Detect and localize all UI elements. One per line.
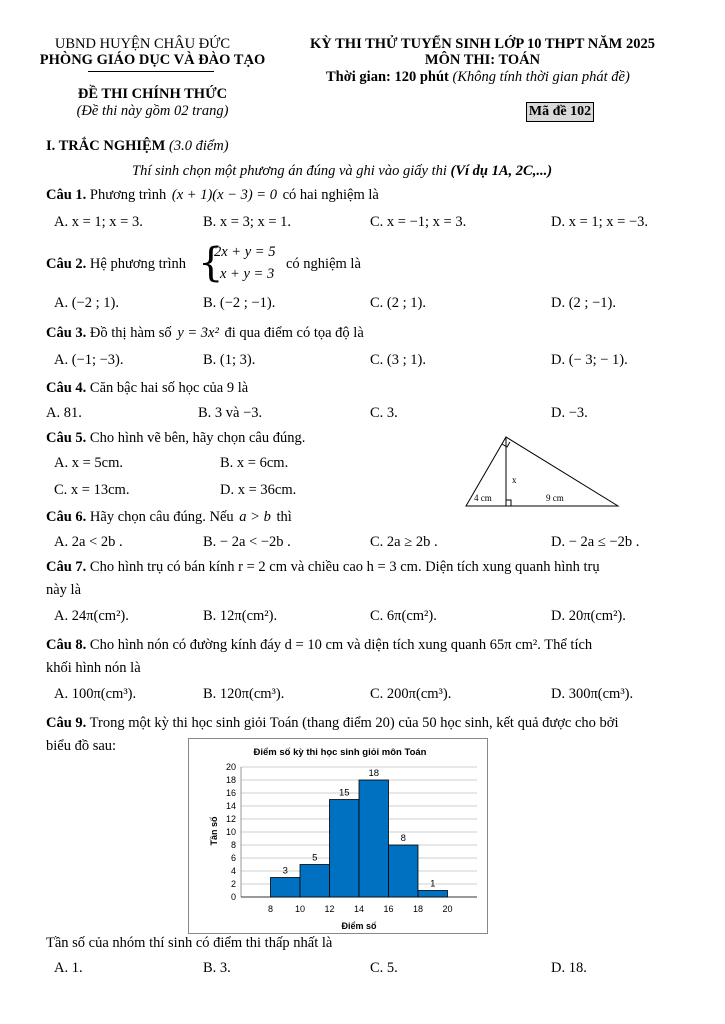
- exam-title: KỲ THI THỬ TUYỂN SINH LỚP 10 THPT NĂM 2025: [310, 36, 655, 52]
- chart-xlabel: Điểm số: [341, 921, 377, 931]
- q8-label: Câu 8.: [46, 637, 87, 653]
- exam-code: Mã đề 102: [526, 102, 594, 122]
- q1-label: Câu 1.: [46, 187, 87, 203]
- fig-label-x: x: [512, 475, 517, 485]
- q7-text-line2: này là: [46, 582, 82, 598]
- fig-label-right: 9 cm: [546, 493, 564, 503]
- exam-time: [326, 69, 630, 86]
- q6-options: [0, 534, 725, 556]
- q6-label: Câu 6.: [46, 509, 87, 525]
- q4-option-a[interactable]: A. 81.: [46, 405, 82, 421]
- instruction-example: (Ví dụ 1A, 2C,...): [450, 163, 553, 179]
- q2-option-d[interactable]: D. (2 ; −1).: [551, 295, 616, 311]
- q5-option-c[interactable]: C. x = 13cm.: [54, 482, 130, 498]
- official-label: ĐỀ THI CHÍNH THỨC: [77, 86, 228, 102]
- q8-options: [0, 686, 725, 708]
- q9-option-c[interactable]: C. 5.: [370, 960, 398, 976]
- question-9: [46, 715, 618, 732]
- q6-formula: a > b: [239, 509, 271, 525]
- q9-label: Câu 9.: [46, 715, 87, 731]
- q1-options: [0, 214, 725, 236]
- y-tick-label: 14: [225, 801, 236, 811]
- q3-options: [0, 352, 725, 374]
- q1-text: Phương trình: [89, 187, 167, 203]
- q6-option-b[interactable]: B. − 2a < −2b .: [203, 534, 291, 550]
- question-7: [46, 559, 600, 576]
- q9-option-d[interactable]: D. 18.: [551, 960, 587, 976]
- q3-option-c[interactable]: C. (3 ; 1).: [370, 352, 426, 368]
- q4-label: Câu 4.: [46, 380, 87, 396]
- bar-value-label: 8: [400, 833, 406, 844]
- q6-option-d[interactable]: D. − 2a ≤ −2b .: [551, 534, 640, 550]
- q5-label: Câu 5.: [46, 430, 87, 446]
- q9-options: [0, 960, 725, 982]
- q1-option-c[interactable]: C. x = −1; x = 3.: [370, 214, 467, 230]
- q4-option-c[interactable]: C. 3.: [370, 405, 398, 421]
- q9-text: Trong một kỳ thi học sinh giỏi Toán (thang điểm 20) của 50 học sinh, kết quả được cho bởi: [89, 715, 619, 731]
- q4-option-d[interactable]: D. −3.: [551, 405, 588, 421]
- y-tick-label: 12: [225, 814, 236, 824]
- q3-option-b[interactable]: B. (1; 3).: [203, 352, 256, 368]
- bar-value-label: 18: [368, 768, 380, 779]
- q4-text: Căn bậc hai số học của 9 là: [89, 380, 249, 396]
- q8-option-d[interactable]: D. 300π(cm³).: [551, 686, 634, 702]
- q2-eq2: x + y = 3: [220, 266, 275, 282]
- q3-text: Đồ thị hàm số: [89, 325, 172, 341]
- q2-option-b[interactable]: B. (−2 ; −1).: [203, 295, 276, 311]
- q6-option-c[interactable]: C. 2a ≥ 2b .: [370, 534, 438, 550]
- x-tick-label: 18: [412, 904, 424, 914]
- histogram-bar: [300, 865, 330, 898]
- q2-label: Câu 2.: [46, 256, 87, 272]
- subject: MÔN THI: TOÁN: [424, 52, 541, 68]
- q7-label: Câu 7.: [46, 559, 87, 575]
- q3-label: Câu 3.: [46, 325, 87, 341]
- q2-options: [0, 295, 725, 317]
- right-angle-mark-bottom: [506, 500, 511, 506]
- q1-formula: (x + 1)(x − 3) = 0: [171, 187, 277, 203]
- q8-option-a[interactable]: A. 100π(cm³).: [54, 686, 137, 702]
- q3-tail: đi qua điểm có tọa độ là: [224, 325, 364, 341]
- y-tick-label: 8: [230, 840, 236, 850]
- time-note: (Không tính thời gian phát đề): [452, 69, 630, 85]
- q9-text-line2: biểu đồ sau:: [46, 738, 117, 754]
- bar-value-label: 3: [282, 865, 288, 877]
- q1-option-d[interactable]: D. x = 1; x = −3.: [551, 214, 649, 230]
- q2-option-c[interactable]: C. (2 ; 1).: [370, 295, 426, 311]
- q8-text-line2: khối hình nón là: [46, 660, 141, 676]
- bar-value-label: 1: [430, 878, 436, 890]
- authority-name: UBND HUYỆN CHÂU ĐỨC: [54, 36, 231, 52]
- q2-text: Hệ phương trình: [89, 256, 186, 272]
- question-1: [46, 187, 379, 204]
- y-tick-label: 16: [225, 788, 236, 798]
- x-tick-label: 14: [353, 904, 365, 914]
- x-tick-label: 8: [267, 904, 274, 914]
- bar-value-label: 5: [312, 852, 318, 864]
- y-tick-label: 0: [230, 892, 236, 902]
- q4-options: [0, 405, 725, 427]
- y-tick-label: 4: [230, 866, 236, 876]
- histogram-bar: [271, 878, 301, 898]
- histogram-bar: [330, 800, 360, 898]
- histogram-bar: [359, 780, 389, 897]
- q9-option-a[interactable]: A. 1.: [54, 960, 83, 976]
- question-3: [46, 325, 364, 342]
- q2-option-a[interactable]: A. (−2 ; 1).: [54, 295, 119, 311]
- q2-brace: {: [198, 240, 224, 286]
- q7-option-c[interactable]: C. 6π(cm²).: [370, 608, 437, 624]
- page-count: (Đề thi này gồm 02 trang): [76, 103, 229, 119]
- q7-option-b[interactable]: B. 12π(cm²).: [203, 608, 278, 624]
- q1-tail: có hai nghiệm là: [282, 187, 379, 203]
- q1-option-a[interactable]: A. x = 1; x = 3.: [54, 214, 143, 230]
- q9-option-b[interactable]: B. 3.: [203, 960, 231, 976]
- y-tick-label: 6: [230, 853, 236, 863]
- histogram-svg: [189, 739, 487, 933]
- q6-option-a[interactable]: A. 2a < 2b .: [54, 534, 123, 550]
- q1-option-b[interactable]: B. x = 3; x = 1.: [203, 214, 292, 230]
- q3-option-d[interactable]: D. (− 3; − 1).: [551, 352, 628, 368]
- question-6: [46, 509, 292, 526]
- q5-text: Cho hình vẽ bên, hãy chọn câu đúng.: [89, 430, 306, 446]
- q6-text: Hãy chọn câu đúng. Nếu: [89, 509, 234, 525]
- q7-options: [0, 608, 725, 630]
- q7-text: Cho hình trụ có bán kính r = 2 cm và chiều cao h = 3 cm. Diện tích xung quanh hình trụ: [89, 559, 600, 575]
- x-tick-label: 12: [324, 904, 335, 914]
- q8-option-b[interactable]: B. 120π(cm³).: [203, 686, 285, 702]
- x-tick-label: 20: [442, 904, 453, 914]
- q5-triangle-figure: [458, 433, 628, 513]
- section-heading: I. TRẮC NGHIỆM: [46, 138, 166, 154]
- time-label: Thời gian: 120 phút: [326, 69, 449, 85]
- q4-option-b[interactable]: B. 3 và −3.: [198, 405, 263, 421]
- chart-title: Điểm số kỳ thi học sinh giỏi môn Toán: [253, 747, 427, 758]
- histogram-bar: [389, 845, 419, 897]
- question-5: [46, 430, 305, 447]
- histogram-chart: [188, 738, 488, 934]
- chart-ylabel: Tần số: [209, 816, 219, 846]
- department-name: PHÒNG GIÁO DỤC VÀ ĐÀO TẠO: [39, 52, 266, 68]
- q3-option-a[interactable]: A. (−1; −3).: [54, 352, 124, 368]
- y-tick-label: 2: [230, 879, 236, 889]
- q3-formula: y = 3x²: [177, 325, 219, 341]
- instruction: [132, 163, 552, 180]
- q6-tail: thì: [276, 509, 292, 525]
- q5-option-a[interactable]: A. x = 5cm.: [54, 455, 123, 471]
- q2-tail: có nghiệm là: [286, 256, 361, 272]
- q5-option-d[interactable]: D. x = 36cm.: [220, 482, 297, 498]
- histogram-bar: [418, 891, 448, 898]
- q8-text: Cho hình nón có đường kính đáy d = 10 cm và diện tích xung quanh 65π cm². Thể tích: [89, 637, 593, 653]
- question-2: [46, 256, 186, 273]
- bar-value-label: 15: [338, 787, 350, 799]
- q5-option-b[interactable]: B. x = 6cm.: [220, 455, 289, 471]
- y-tick-label: 10: [225, 827, 236, 837]
- section-points: (3.0 điểm): [169, 138, 229, 154]
- header-underline: [88, 71, 214, 72]
- y-tick-label: 20: [225, 762, 236, 772]
- q9-question-line: Tần số của nhóm thí sinh có điểm thi thấp nhất là: [46, 935, 333, 951]
- question-8: [46, 637, 592, 654]
- x-tick-label: 16: [383, 904, 394, 914]
- instruction-text: Thí sinh chọn một phương án đúng và ghi vào giấy thi: [132, 163, 447, 179]
- question-4: [46, 380, 248, 397]
- x-tick-label: 10: [294, 904, 306, 914]
- q8-option-c[interactable]: C. 200π(cm³).: [370, 686, 452, 702]
- y-tick-label: 18: [225, 775, 236, 785]
- section-title: [46, 138, 229, 155]
- fig-label-left: 4 cm: [474, 493, 492, 503]
- q7-option-d[interactable]: D. 20π(cm²).: [551, 608, 626, 624]
- q7-option-a[interactable]: A. 24π(cm²).: [54, 608, 129, 624]
- q2-eq1: 2x + y = 5: [214, 244, 276, 260]
